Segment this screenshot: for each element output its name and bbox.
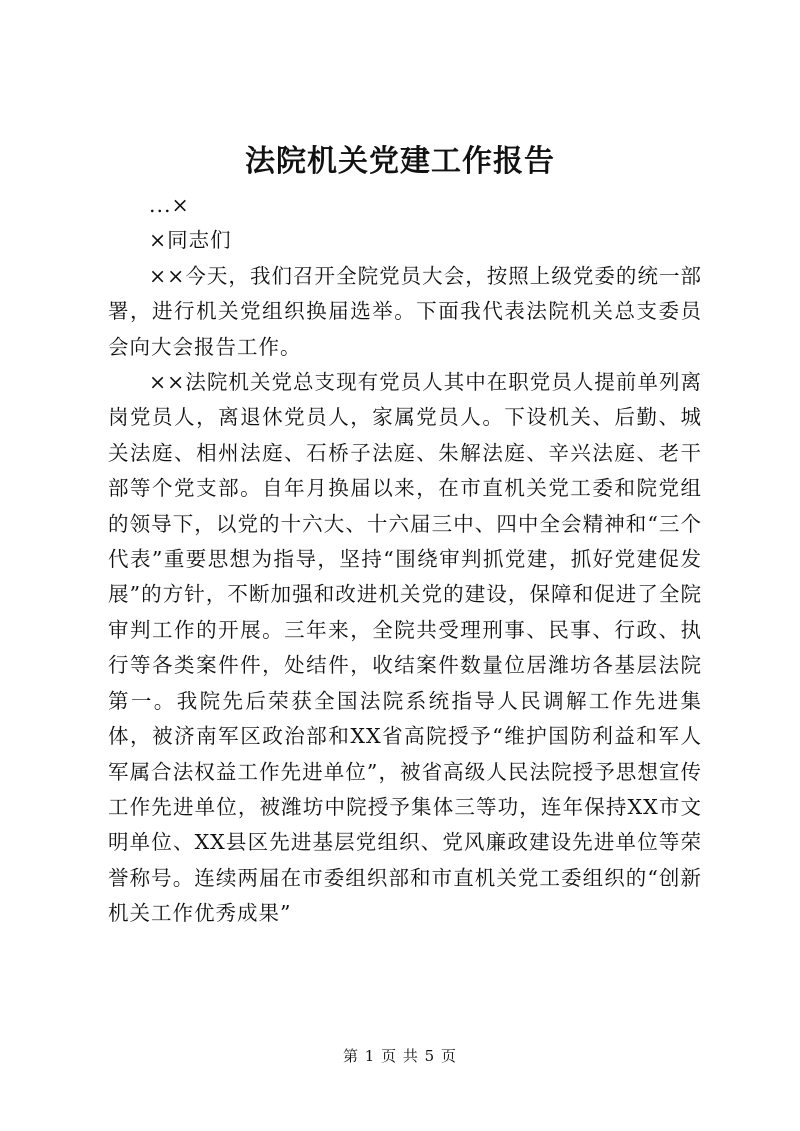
body-paragraph-4: ××法院机关党总支现有党员人其中在职党员人提前单列离岗党员人，离退休党员人，家属党员人。下设机关、后勤、城关法庭、相州法庭、石桥子法庭、朱解法庭、辛兴法庭、老干部等个党支部。自年月换届以来，在市直机关党工委和院党组的领导下，以党的十六大、十六届三中、四中全会精神和“三个代表”重要思想为指导，坚持“围绕审判抓党建，抓好党建促发展”的方针，不断加强和改进机关党的建设，保障和促进了全院审判工作的开展。三年来，全院共受理刑事、民事、行政、执行等各类案件件，处结件，收结案件数量位居潍坊各基层法院第一。我院先后荣获全国法院系统指导人民调解工作先进集体，被济南军区政治部和XX省高院授予“维护国防利益和军人军属合法权益工作先进单位”，被省高级人民法院授予思想宣传工作先进单位，被潍坊中院授予集体三等功，连年保持XX市文明单位、XX县区先进基层党组织、党风廉政建设先进单位等荣誉称号。连续两届在市委组织部和市直机关党工委组织的“创新机关工作优秀成果” — [108, 370, 702, 926]
body-paragraph-3: ××今天，我们召开全院党员大会，按照上级党委的统一部署，进行机关党组织换届选举。下面我代表法院机关总支委员会向大会报告工作。 — [108, 263, 702, 359]
document-body — [108, 188, 702, 932]
body-paragraph-2: ×同志们 — [149, 228, 232, 253]
page-footer: 第 1 页 共 5 页 — [343, 1047, 457, 1065]
document-title: 法院机关党建工作报告 — [245, 144, 555, 179]
body-paragraph-1: ...× — [149, 193, 190, 217]
